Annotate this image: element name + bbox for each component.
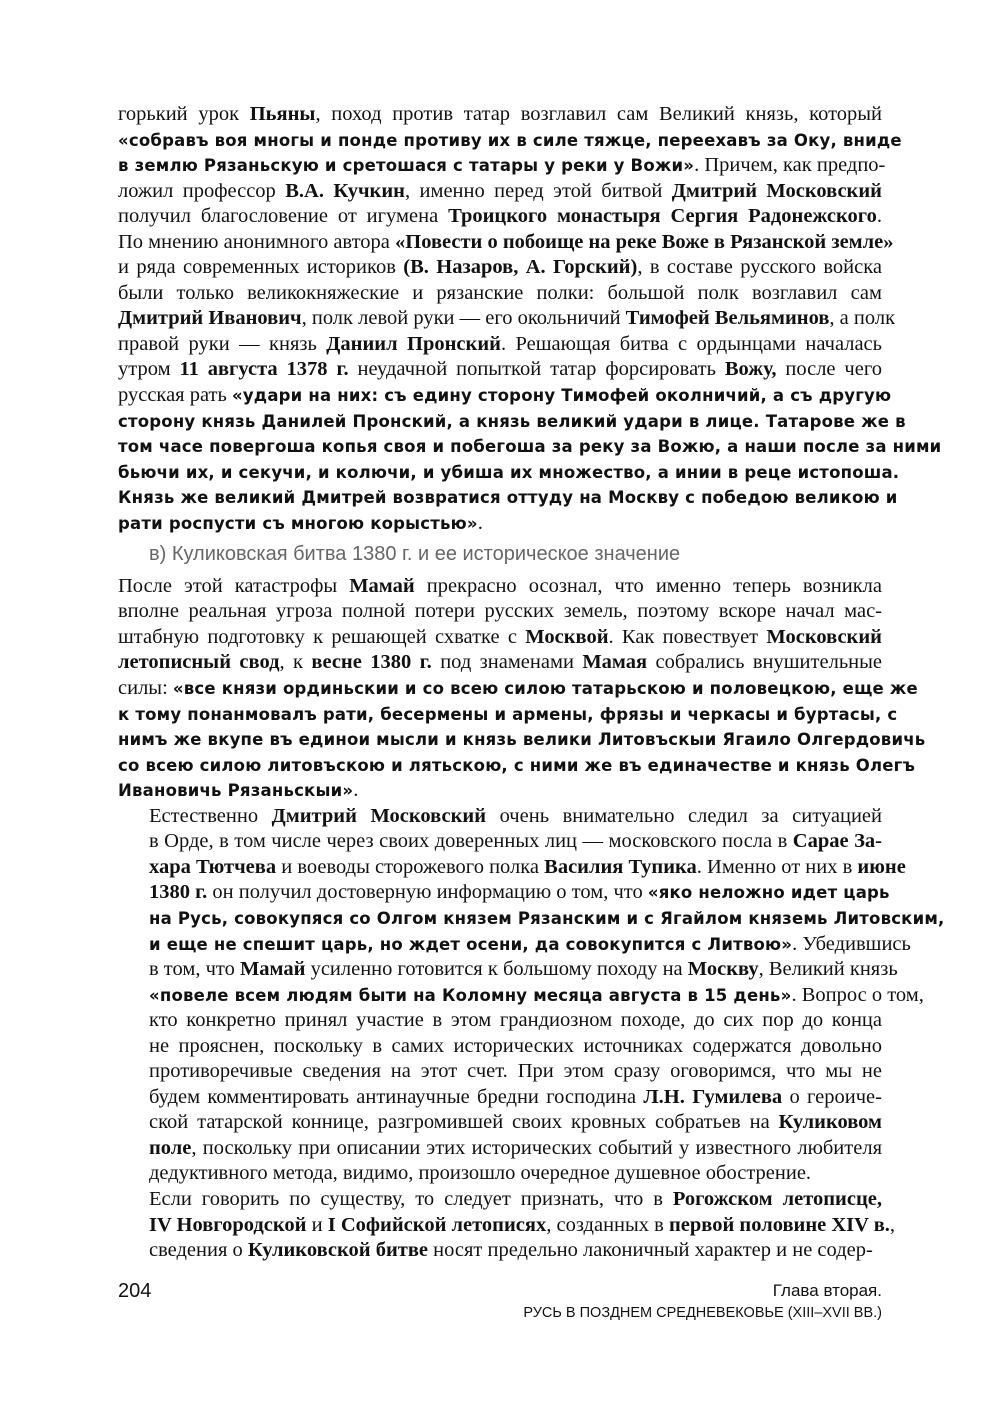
text-run: очень внимательно следил за ситуацией bbox=[486, 804, 882, 827]
text-line bbox=[118, 932, 911, 958]
bold-term: IV Новгородской bbox=[149, 1213, 307, 1236]
text-run: , поскольку при описании этих исторических событий у известного любителя bbox=[191, 1136, 882, 1159]
chronicle-quote: и еще не спешит царь, но ждет осени, да совокупится с Литвою» bbox=[149, 934, 793, 954]
bold-term: Мамая bbox=[582, 651, 648, 674]
bold-term: Вожу, bbox=[724, 358, 777, 381]
bold-term: «Повести о побоище на реке Воже в Рязанской земле» bbox=[395, 230, 894, 253]
bold-term: Дмитрий Московский bbox=[671, 179, 882, 202]
paragraph-vozha-battle bbox=[118, 102, 942, 536]
bold-term: Дмитрий Иванович bbox=[118, 307, 302, 330]
text-run: , к bbox=[279, 651, 312, 674]
text-run: . bbox=[876, 205, 882, 228]
text-run: и bbox=[306, 1213, 328, 1236]
text-line bbox=[118, 983, 924, 1009]
text-run: . Убедившись bbox=[792, 932, 911, 955]
text-run: , именно перед этой битвой bbox=[404, 179, 672, 202]
text-line bbox=[118, 332, 882, 358]
text-run: ложил профессор bbox=[118, 179, 286, 202]
text-line bbox=[118, 957, 898, 983]
text-line bbox=[118, 1161, 882, 1187]
text-line bbox=[118, 1110, 882, 1136]
text-line bbox=[118, 255, 882, 281]
text-line bbox=[118, 829, 882, 855]
text-line bbox=[118, 511, 882, 537]
section-heading: в) Куликовская битва 1380 г. и ее историческое значение bbox=[149, 543, 681, 566]
chapter-subtitle: РУСЬ В ПОЗДНЕМ СРЕДНЕВЕКОВЬЕ (XIII–XVII ВВ.) bbox=[523, 1305, 882, 1321]
chronicle-quote: со всею силою литовъскою и лятьскою, с ними же въ единачестве и князь Олегъ bbox=[118, 755, 916, 775]
text-run: . Решающая битва с ордынцами началась bbox=[500, 332, 883, 355]
text-run: , поход против татар возглавил сам Великий князь, который bbox=[315, 103, 882, 125]
text-run: неудачной попыткой татар форсировать bbox=[348, 358, 725, 381]
text-run: под знаменами bbox=[431, 651, 583, 674]
bold-term: Сарае За- bbox=[792, 830, 882, 853]
text-run: усиленно готовится к большому походу на bbox=[305, 958, 688, 981]
text-run: , в составе русского войска bbox=[637, 256, 882, 279]
bold-term: Тимофей Вельяминов bbox=[625, 307, 830, 330]
text-line bbox=[118, 306, 896, 332]
text-run: По мнению анонимного автора bbox=[118, 230, 396, 253]
bold-term: Куликовской битве bbox=[247, 1239, 429, 1262]
text-run: , Великий князь bbox=[758, 958, 898, 981]
text-run: кто конкретно принял участие в этом грандиозном походе, до сих пор до конца bbox=[149, 1009, 882, 1032]
text-line bbox=[118, 1238, 882, 1264]
text-line bbox=[118, 778, 882, 804]
text-line bbox=[118, 1059, 882, 1085]
text-run: получил благословение от игумена bbox=[118, 205, 449, 228]
text-run: прекрасно осознал, что именно теперь возникла bbox=[414, 574, 882, 597]
text-line bbox=[118, 906, 945, 932]
chronicle-quote: «собравъ воя многы и понде противу их в силе тяжце, переехавъ за Оку, вниде bbox=[118, 130, 902, 150]
text-line bbox=[118, 230, 894, 256]
text-line bbox=[118, 434, 942, 460]
text-line bbox=[118, 727, 926, 753]
bold-term: В.А. Кучкин bbox=[285, 179, 405, 202]
bold-term: июне bbox=[857, 855, 906, 878]
chronicle-quote: бьючи их, и секучи, и колючи, и убиша их множество, а инии в реце истопоша. bbox=[118, 462, 900, 482]
text-line bbox=[118, 702, 898, 728]
bold-term: 11 августа 1378 г. bbox=[179, 358, 349, 381]
bold-term: Василия Тупика bbox=[544, 855, 697, 878]
chronicle-quote: в землю Рязаньскую и сретошася с татары у реки у Вожи» bbox=[118, 156, 695, 176]
chronicle-quote: к тому понанмовалъ рати, бесермены и армены, фрязы и черкасы и буртасы, с bbox=[118, 704, 898, 724]
text-line bbox=[118, 383, 892, 409]
text-line bbox=[118, 625, 882, 651]
text-run: , созданных в bbox=[546, 1213, 669, 1236]
text-line bbox=[118, 880, 890, 906]
text-run: . Как повествует bbox=[608, 625, 767, 648]
chronicle-quote: Князь же великий Дмитрей возвратися оттуду на Москву с победою великою и bbox=[118, 488, 898, 508]
bold-term: 1380 г. bbox=[149, 881, 208, 904]
text-run: русская рать bbox=[118, 384, 232, 407]
text-run: . Вопрос о том, bbox=[791, 983, 924, 1006]
page-number: 204 bbox=[118, 1280, 152, 1302]
paragraph-dmitry-intelligence bbox=[118, 804, 945, 1187]
text-run: . bbox=[477, 511, 483, 534]
text-run: Естественно bbox=[149, 804, 272, 827]
text-line bbox=[118, 128, 902, 154]
text-run: о герoиче- bbox=[782, 1085, 882, 1108]
text-run: в том, что bbox=[149, 958, 240, 981]
chronicle-quote: нимъ же вкупе въ единои мысли и князь велики Литовъскыи Ягаило Олгердовичь bbox=[118, 730, 926, 750]
bold-term: Л.Н. Гумилева bbox=[643, 1085, 783, 1108]
paragraph-chronicles bbox=[118, 1187, 896, 1264]
bold-term: Троицкого монастыря Сергия Радонежского bbox=[448, 205, 877, 228]
text-line bbox=[118, 804, 882, 830]
text-run: сведения о bbox=[149, 1239, 248, 1262]
text-run: были только великокняжеские и рязанские полки: большой полк возглавил сам bbox=[118, 281, 882, 304]
text-run: , полк левой руки — его окольничий bbox=[301, 307, 626, 330]
text-run: . Причем, как предпо- bbox=[694, 154, 886, 177]
paragraph-mamai-preparation bbox=[118, 574, 926, 804]
text-run: силы: bbox=[118, 677, 173, 700]
text-line bbox=[118, 1187, 882, 1213]
text-line bbox=[118, 1034, 882, 1060]
text-line bbox=[118, 1085, 882, 1111]
text-run: , bbox=[889, 1213, 896, 1236]
text-run: собрались внушительные bbox=[647, 651, 883, 674]
running-header bbox=[523, 1280, 882, 1324]
text-line bbox=[118, 650, 882, 676]
chronicle-quote: «повеле всем людям быти на Коломну месяца августа в 15 день» bbox=[149, 985, 792, 1005]
text-run: штабную подготовку к решающей схватке с bbox=[118, 625, 526, 648]
text-run: дедуктивного метода, видимо, произошло очередное душевное обострение. bbox=[149, 1162, 812, 1185]
bold-term: Куликовом bbox=[778, 1111, 882, 1134]
chronicle-quote: «удари на них: съ едину сторону Тимофей околничий, а съ другую bbox=[231, 386, 892, 406]
text-run: будем комментировать антинаучные бредни господина bbox=[149, 1085, 644, 1108]
text-line bbox=[118, 574, 882, 600]
text-run: утром bbox=[118, 358, 180, 381]
main-text bbox=[118, 102, 945, 1264]
bold-term: Москву bbox=[687, 958, 759, 981]
text-line bbox=[118, 460, 900, 486]
text-run: правой руки — князь bbox=[118, 332, 327, 355]
bold-term: хара Тютчева bbox=[149, 855, 277, 878]
text-line bbox=[118, 599, 882, 625]
text-run: в Орде, в том числе через своих доверенных лиц — московского посла в bbox=[149, 830, 793, 853]
bold-term: Мамай bbox=[239, 958, 306, 981]
text-run: горький урок bbox=[118, 103, 250, 125]
text-line bbox=[118, 179, 882, 205]
text-line bbox=[118, 855, 906, 881]
bold-term: Москвой bbox=[525, 625, 609, 648]
chapter-title: Глава вторая. bbox=[772, 1281, 882, 1300]
bold-term: весне 1380 г. bbox=[311, 651, 432, 674]
text-run: ской татарской коннице, разгромившей своих кровных собратьев на bbox=[149, 1111, 779, 1134]
chronicle-quote: на Русь, совокупяся со Олгом князем Рязанским и с Ягайлом княземь Литовским, bbox=[149, 908, 945, 928]
text-line bbox=[118, 753, 916, 779]
chronicle-quote: сторону князь Данилей Пронский, а князь великий удари в лице. Татарове же в bbox=[118, 411, 906, 431]
text-run: после чего bbox=[776, 358, 882, 381]
chronicle-quote: рати роспусти съ многою корыстью» bbox=[118, 513, 478, 533]
text-line bbox=[118, 357, 882, 383]
bold-term: Мамай bbox=[349, 574, 415, 597]
text-line bbox=[118, 485, 898, 511]
text-run: вполне реальная угроза полной потери русских земель, поэтому вскоре начал мас- bbox=[118, 600, 882, 623]
text-line bbox=[118, 1213, 896, 1239]
text-run: не прояснен, поскольку в самих исторических источниках содержатся довольно bbox=[149, 1034, 882, 1057]
text-line bbox=[118, 281, 882, 307]
bold-term: Пьяны bbox=[249, 103, 316, 125]
text-line bbox=[118, 102, 882, 128]
text-line bbox=[118, 204, 882, 230]
bold-term: I Софийской летописях bbox=[327, 1213, 547, 1236]
bold-term: (В. Назаров, А. Горский) bbox=[403, 256, 638, 279]
text-run: и ряда современных историков bbox=[118, 256, 404, 279]
chronicle-quote: «яко неложно идет царь bbox=[647, 883, 890, 903]
text-run: носят предельно лаконичный характер и не содер- bbox=[428, 1239, 873, 1262]
bold-term: поле bbox=[149, 1136, 192, 1159]
text-run: противоречивые сведения на этот счет. При этом сразу оговоримся, что мы не bbox=[149, 1060, 882, 1083]
text-line bbox=[118, 409, 906, 435]
text-line bbox=[118, 1136, 882, 1162]
bold-term: летописный свод bbox=[118, 651, 280, 674]
text-run: и воеводы сторожевого полка bbox=[276, 855, 545, 878]
text-line bbox=[118, 153, 886, 179]
text-run: После этой катастрофы bbox=[118, 574, 350, 597]
chronicle-quote: том часе повергоша копья своя и побегоша за реку за Вожю, а наши после за ними bbox=[118, 437, 942, 457]
text-run: , а полк bbox=[829, 307, 896, 330]
bold-term: Московский bbox=[766, 625, 882, 648]
text-run: . bbox=[353, 779, 359, 802]
text-run: Если говорить по существу, то следует признать, что в bbox=[149, 1187, 673, 1210]
bold-term: Даниил Пронский bbox=[326, 332, 501, 355]
chronicle-quote: Ивановичь Рязаньскыи» bbox=[118, 781, 354, 801]
text-run: . Именно от них в bbox=[696, 855, 858, 878]
bold-term: первой половине XIV в. bbox=[668, 1213, 890, 1236]
text-line bbox=[118, 1008, 882, 1034]
bold-term: Рогожском летописце, bbox=[672, 1187, 882, 1210]
text-run: он получил достоверную информацию о том, что bbox=[207, 881, 648, 904]
text-line bbox=[118, 676, 918, 702]
chronicle-quote: «все князи ординьскии и со всею силою татарьскою и половецкою, еще же bbox=[172, 679, 918, 699]
bold-term: Дмитрий Московский bbox=[271, 804, 487, 827]
